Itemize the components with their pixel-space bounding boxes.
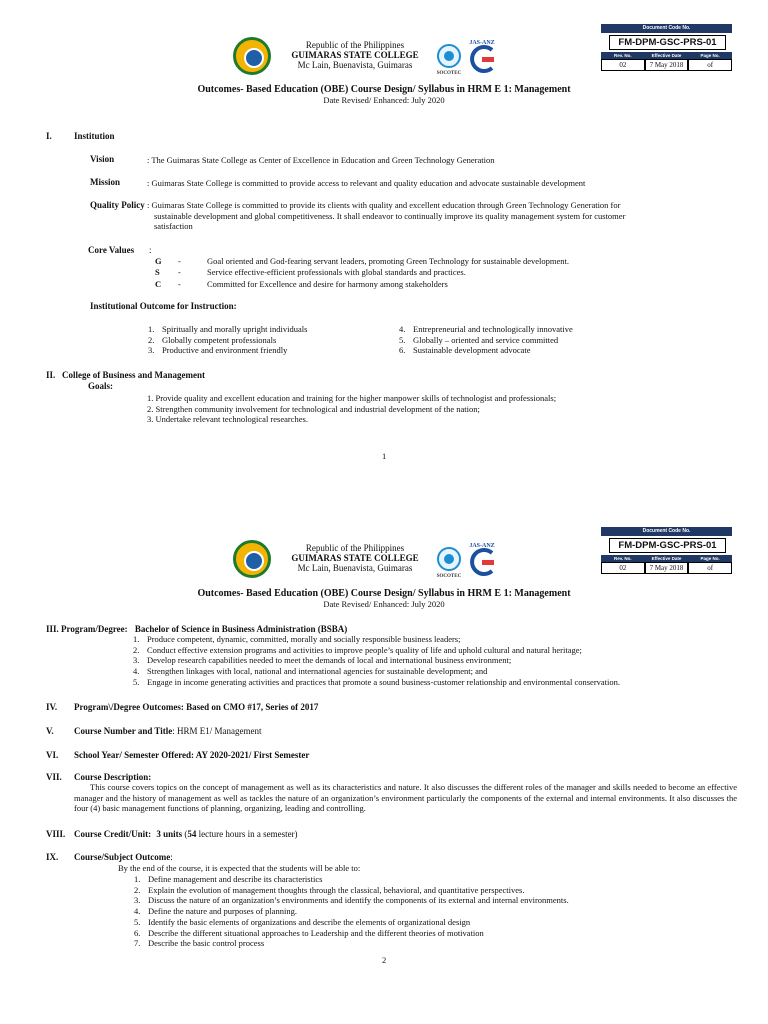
page-number: 2 [382, 955, 387, 965]
list-item: 2. Strengthen community involvement for technological and industrial development of the nation; [147, 403, 480, 414]
date-revised: Date Revised/ Enhanced: July 2020 [323, 599, 445, 609]
college-address: Mc Lain, Buenavista, Guimaras [297, 60, 413, 70]
qp-line-2: sustainable development and global competitiveness. It shall endeavor to continually improve its quality management system for customer [154, 210, 626, 221]
doc-code: FM-DPM-GSC-PRS-01 [609, 538, 726, 553]
section-2-title: College of Business and Management [62, 370, 206, 380]
section-9 [74, 852, 173, 862]
core-values-colon: : [149, 245, 152, 255]
section-2-number: II. [46, 370, 56, 380]
course-outcome-label: Course/Subject Outcome [74, 852, 171, 862]
list-item: 5. Globally – oriented and service committed [399, 334, 559, 345]
list-item: 4. Define the nature and purposes of planning. [134, 906, 297, 917]
document-title-block [0, 84, 768, 105]
page-no-label: Page No. [688, 52, 732, 59]
mission-label: Mission [90, 177, 121, 187]
certification-logo [436, 36, 506, 78]
course-outcome-intro: By the end of the course, it is expected that the students will be able to: [118, 863, 361, 873]
college-seal-logo [233, 37, 271, 75]
course-outcomes-list [134, 874, 569, 949]
quality-policy-text [147, 200, 625, 232]
vision-text: : The Guimaras State College as Center of Excellence in Education and Green Technology Generation [147, 155, 495, 165]
course-description-label: Course Description: [74, 772, 152, 782]
list-item: 3. Discuss the nature of an organization’s environments and identify the components of its external and internal environments. [134, 895, 569, 906]
document-code-box [601, 24, 732, 71]
list-item: 6. Sustainable development advocate [399, 345, 531, 356]
core-values-list [155, 256, 569, 290]
cert-text: JAS-ANZ [469, 40, 495, 46]
section-4-number: IV. [46, 702, 58, 712]
section-8-number: VIII. [46, 829, 66, 839]
list-item: 5. Engage in income generating activities and practices that promote a sound business-customer relationship and environmental conservation. [133, 676, 621, 687]
doc-code-label: Document Code No. [601, 24, 732, 33]
section-7-number: VII. [46, 772, 62, 782]
list-item: 3. Develop research capabilities needed to meet the demands of local and international business environment; [133, 655, 512, 666]
section-5 [74, 726, 262, 736]
section-8 [74, 829, 298, 839]
program-degree-value: Bachelor of Science in Business Administration (BSBA) [134, 624, 348, 634]
institutional-outcomes-right [399, 324, 573, 356]
document-code-box [601, 527, 732, 574]
effective-date-label: Effective Date [645, 555, 689, 562]
core-value-s: S - Service effective-efficient professionals with global standards and practices. [155, 267, 466, 278]
list-item: 7. Describe the basic control process [134, 938, 265, 949]
letterhead [270, 40, 440, 70]
vision-label: Vision [90, 154, 115, 164]
section-3 [46, 624, 347, 634]
document-title: Outcomes- Based Education (OBE) Course Design/ Syllabus in HRM E 1: Management [197, 588, 571, 599]
mission-text: : Guimaras State College is committed to provide access to relevant and quality education and advocate sustainable development [147, 178, 586, 188]
rev-no-value: 02 [601, 59, 645, 71]
course-number-value: : HRM E1/ Management [172, 726, 262, 736]
section-1-number: I. [46, 131, 52, 141]
date-revised: Date Revised/ Enhanced: July 2020 [323, 95, 445, 105]
rev-no-value: 02 [601, 562, 645, 574]
list-item: 1. Produce competent, dynamic, committed, morally and socially responsible business leaders; [133, 634, 461, 644]
core-values-label: Core Values [88, 245, 135, 255]
effective-date-value: 7 May 2018 [645, 562, 689, 574]
cert-sub-text: SOCOTEC [436, 574, 462, 579]
document-title: Outcomes- Based Education (OBE) Course Design/ Syllabus in HRM E 1: Management [197, 84, 571, 95]
college-name: GUIMARAS STATE COLLEGE [291, 553, 419, 563]
qp-line-3: satisfaction [154, 221, 193, 232]
page-no-value: of [688, 59, 732, 71]
goals-list [147, 393, 556, 425]
list-item: 4. Strengthen linkages with local, national and international agencies for sustainable development; and [133, 666, 488, 677]
quality-policy-label: Quality Policy [90, 200, 145, 210]
hours-open: ( [184, 829, 188, 839]
list-item: 2. Explain the evolution of management thoughts through the classical, behavioral, and quantitative perspectives. [134, 884, 525, 895]
list-item: 1. Define management and describe its characteristics [134, 874, 323, 884]
page-no-value: of [688, 562, 732, 574]
course-description [74, 782, 737, 814]
list-item: 1. Spiritually and morally upright individuals [148, 324, 308, 334]
college-name: GUIMARAS STATE COLLEGE [291, 50, 419, 60]
program-degree-label: III. Program/Degree: [46, 624, 128, 634]
republic-line: Republic of the Philippines [305, 40, 405, 50]
letterhead [270, 543, 440, 573]
cert-text: JAS-ANZ [469, 543, 495, 549]
section-6-number: VI. [46, 750, 59, 760]
section-9-number: IX. [46, 852, 59, 862]
course-units: 3 units [156, 829, 183, 839]
section-4-text: Program\/Degree Outcomes: Based on CMO #17, Series of 2017 [74, 702, 319, 712]
list-item: 6. Describe the different situational approaches to Leadership and the different theories of motivation [134, 927, 484, 938]
section-5-number: V. [46, 726, 54, 736]
doc-code: FM-DPM-GSC-PRS-01 [609, 35, 726, 50]
institutional-outcomes-left [148, 324, 307, 356]
course-number-label: Course Number and Title [74, 726, 173, 736]
republic-line: Republic of the Philippines [305, 543, 405, 553]
page-number: 1 [382, 451, 387, 461]
list-item: 1. Provide quality and excellent education and training for the higher manpower skills of technologist and professionals; [147, 393, 557, 403]
course-outcome-colon: : [170, 852, 173, 862]
list-item: 4. Entrepreneurial and technologically innovative [399, 324, 573, 334]
list-item: 2. Globally competent professionals [148, 334, 277, 345]
list-item: 3. Productive and environment friendly [148, 345, 288, 356]
goals-label: Goals: [88, 381, 114, 391]
page-no-label: Page No. [688, 555, 732, 562]
list-item: 2. Conduct effective extension programs and activities to improve people’s quality of life and uphold cultural and natural heritage; [133, 644, 582, 655]
program-items-list [133, 634, 620, 688]
effective-date-label: Effective Date [645, 52, 689, 59]
course-description-text: This course covers topics on the concept of management as well as its characteristics and nature. It also discusses the different roles of the manager and skills needed to become an effective manager and the history of management as well as tackles the nature of an organization’s environment particularly the components of the external and internal environments. It also discusses the four (4) basic management functions of planning, organizing, leading and controlling. [74, 782, 737, 814]
cert-sub-text: SOCOTEC [436, 71, 462, 76]
qp-line-1: : Guimaras State College is committed to provide its clients with quality and excellent education through Green Technology Generation for [147, 200, 621, 210]
lecture-hours: 54 [187, 829, 197, 839]
list-item: 5. Identify the basic elements of organizations and describe the elements of organizational design [134, 916, 471, 927]
hours-text: lecture hours in a semester) [198, 829, 298, 839]
rev-no-label: Rev. No. [601, 555, 645, 562]
document-page-2 [0, 512, 768, 1024]
institutional-outcome-title: Institutional Outcome for Instruction: [90, 301, 237, 311]
effective-date-value: 7 May 2018 [645, 59, 689, 71]
list-item: 3. Undertake relevant technological researches. [147, 414, 308, 425]
certification-logo [436, 539, 506, 581]
document-title-block [0, 588, 768, 609]
core-value-c: C - Committed for Excellence and desire for harmony among stakeholders [155, 278, 448, 289]
college-address: Mc Lain, Buenavista, Guimaras [297, 563, 413, 573]
section-1-title: Institution [74, 131, 115, 141]
course-credit-label: Course Credit/Unit: [74, 829, 152, 839]
core-value-g: G - Goal oriented and God-fearing servant leaders, promoting Green Technology for sustainable development. [155, 256, 570, 266]
section-6-text: School Year/ Semester Offered: AY 2020-2021/ First Semester [74, 750, 310, 760]
college-seal-logo [233, 540, 271, 578]
doc-code-label: Document Code No. [601, 527, 732, 536]
rev-no-label: Rev. No. [601, 52, 645, 59]
